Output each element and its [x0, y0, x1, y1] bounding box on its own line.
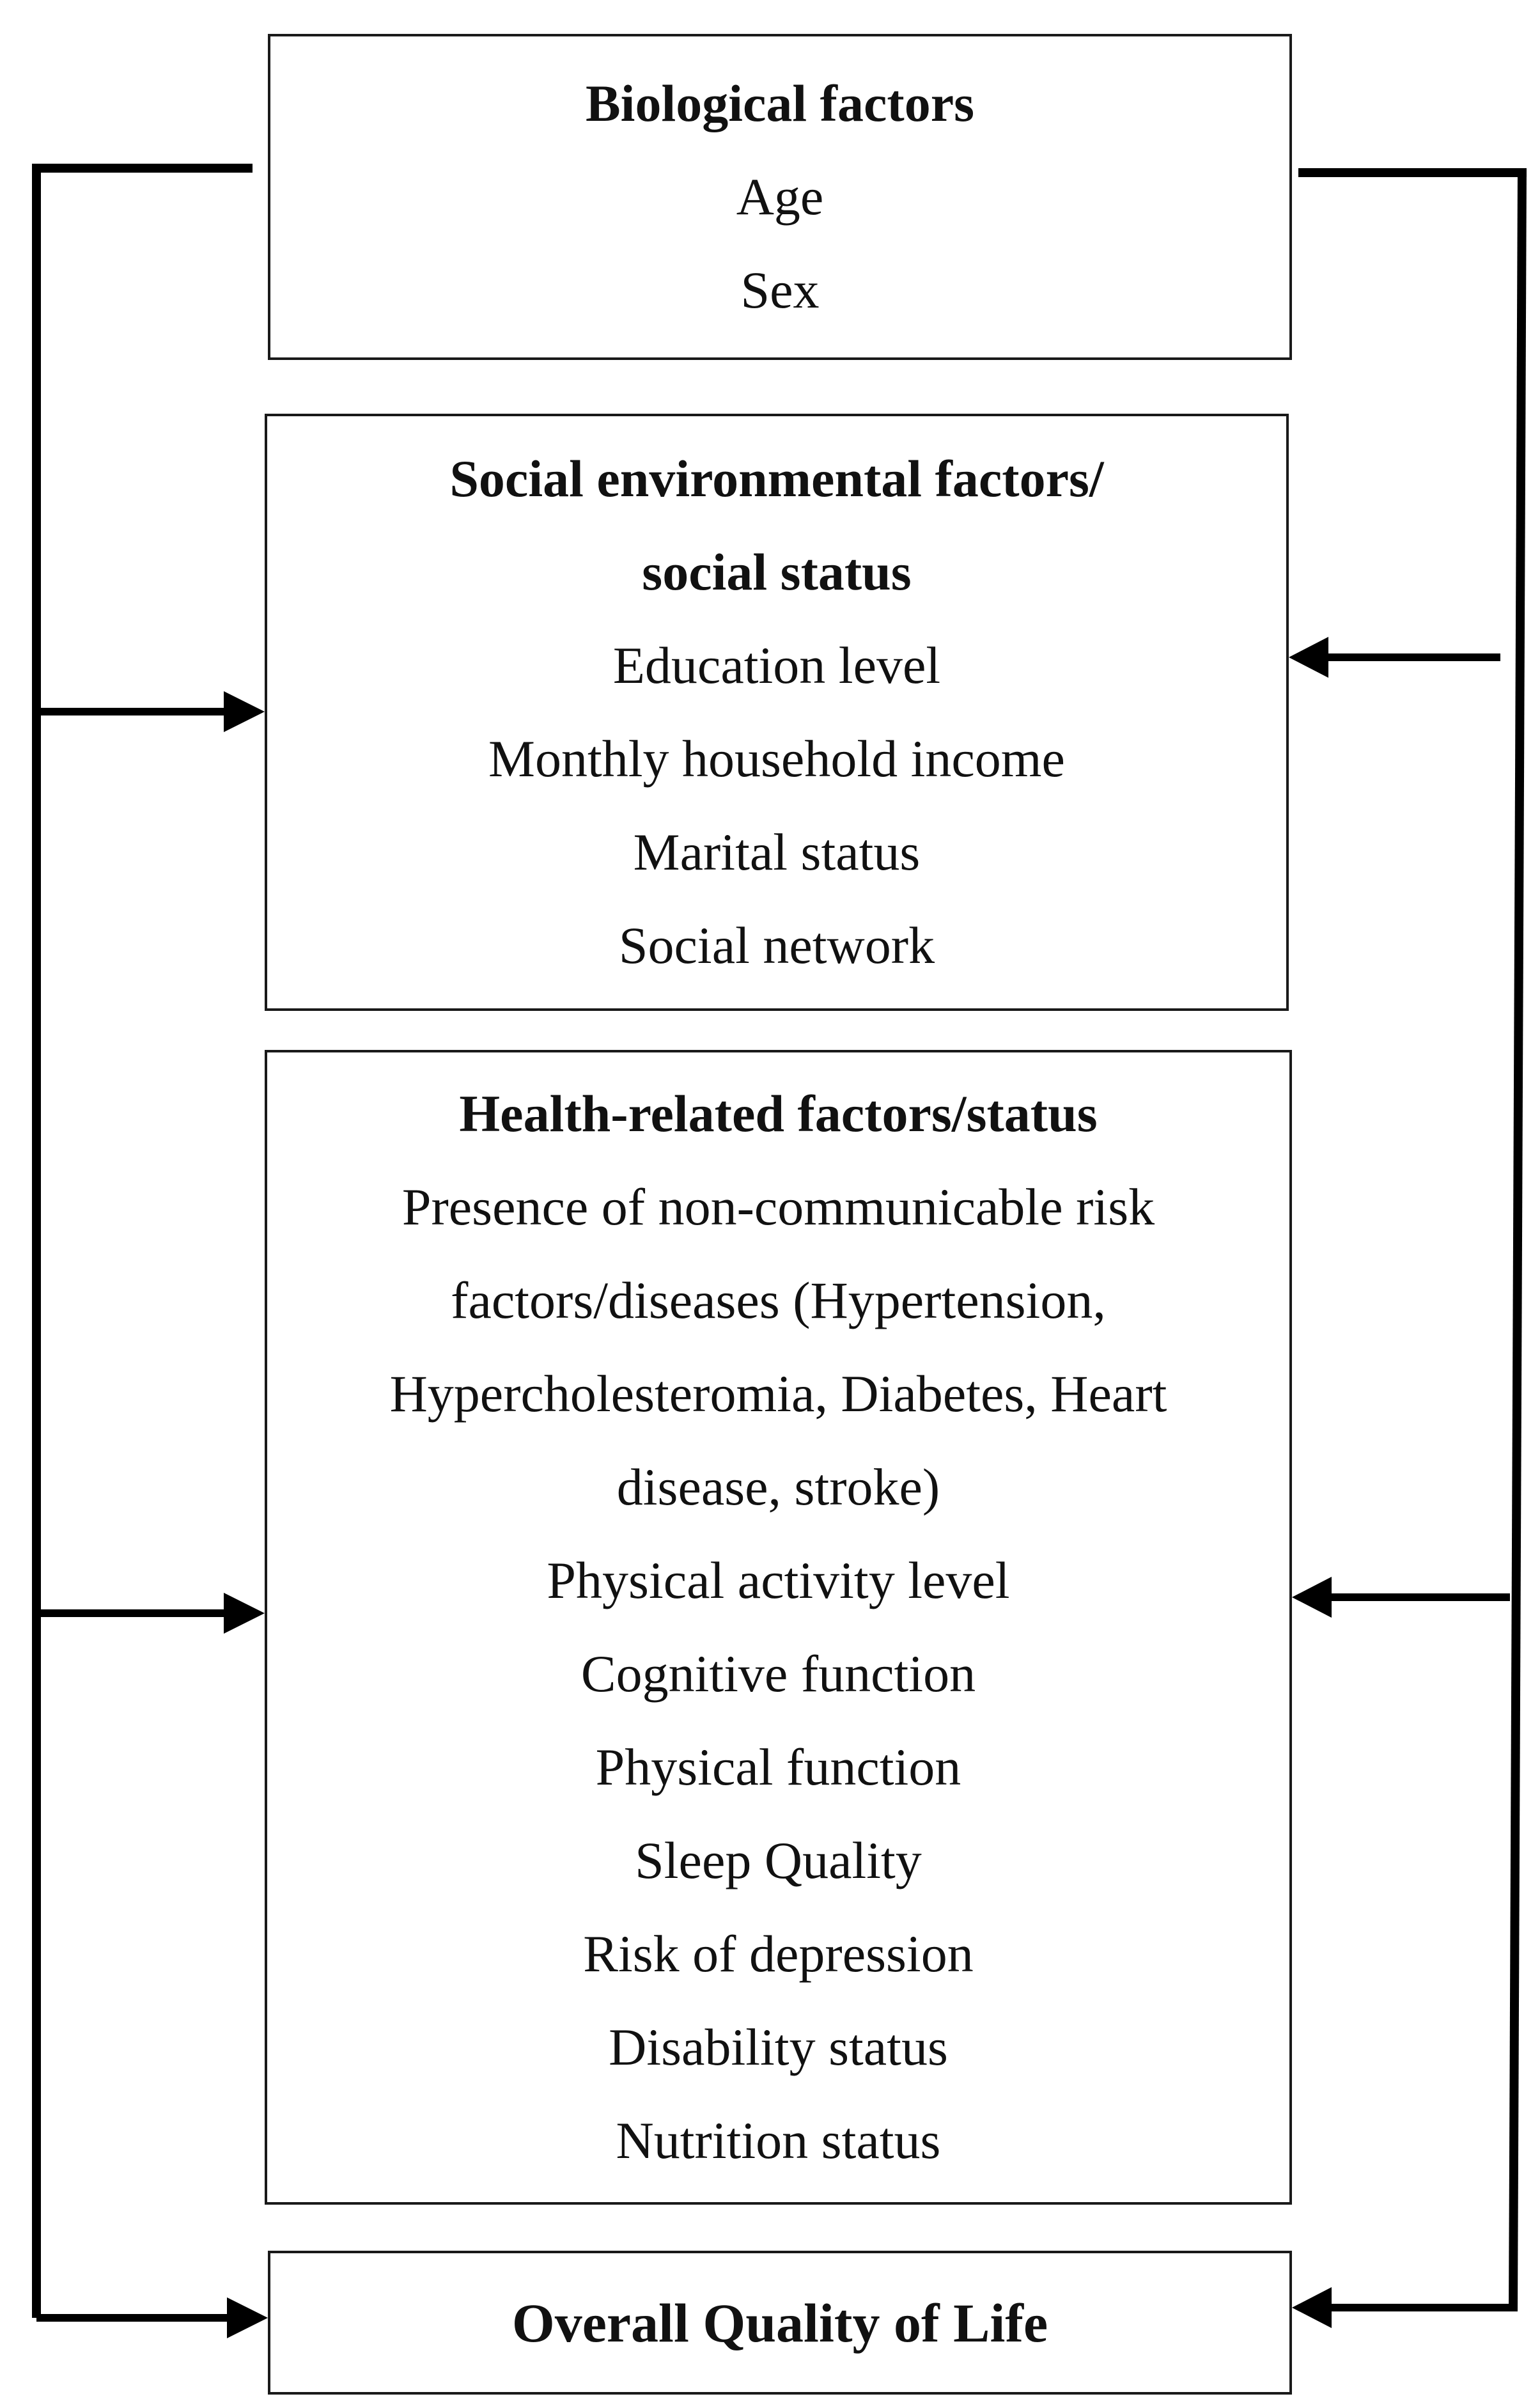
social-factors-title-line-2: social status: [642, 543, 912, 601]
left-arrowhead-health: [224, 1593, 265, 1634]
health-item-disability: Disability status: [609, 2018, 948, 2076]
social-item-education: Education level: [612, 636, 941, 694]
left-arrowheads: [224, 691, 268, 2338]
health-item-ncd-line-2: factors/diseases (Hypertension,: [451, 1271, 1106, 1329]
biological-factors-box: [268, 34, 1292, 360]
health-item-depression-risk: Risk of depression: [583, 1925, 974, 1983]
quality-of-life-box: [268, 2251, 1292, 2395]
right-connector: [1298, 168, 1527, 2311]
left-arrowhead-qol: [227, 2297, 268, 2338]
health-item-ncd-line-4: disease, stroke): [616, 1458, 940, 1516]
health-item-cognitive-function: Cognitive function: [580, 1645, 976, 1703]
right-arrowhead-qol: [1292, 2287, 1332, 2328]
health-item-nutrition: Nutrition status: [616, 2111, 941, 2170]
health-item-physical-function: Physical function: [595, 1738, 961, 1796]
right-arrowheads: [1289, 637, 1332, 2328]
health-item-physical-activity: Physical activity level: [547, 1551, 1010, 1609]
right-vertical-line: [1513, 168, 1522, 2311]
social-item-marital: Marital status: [633, 823, 921, 881]
left-arrows: [36, 712, 227, 2318]
right-arrows: [1328, 657, 1513, 2308]
social-factors-box: [265, 414, 1289, 1011]
health-factors-title: Health-related factors/status: [459, 1084, 1098, 1143]
health-factors-box: [265, 1050, 1292, 2205]
biological-item-sex: Sex: [740, 261, 820, 319]
quality-of-life-title: Overall Quality of Life: [511, 2292, 1048, 2354]
biological-item-age: Age: [736, 168, 824, 226]
health-item-sleep-quality: Sleep Quality: [635, 1831, 922, 1889]
right-arrowhead-social: [1289, 637, 1328, 678]
biological-factors-title: Biological factors: [585, 74, 975, 132]
health-item-ncd-line-1: Presence of non-communicable risk: [401, 1178, 1155, 1236]
social-factors-title-line-1: Social environmental factors/: [449, 450, 1104, 508]
social-item-income: Monthly household income: [488, 730, 1065, 788]
right-arrowhead-health: [1292, 1577, 1332, 1618]
social-item-network: Social network: [618, 916, 935, 974]
left-connector: [33, 164, 253, 2318]
left-arrowhead-social: [224, 691, 265, 732]
health-item-ncd-line-3: Hypercholesteromia, Diabetes, Heart: [389, 1364, 1167, 1423]
